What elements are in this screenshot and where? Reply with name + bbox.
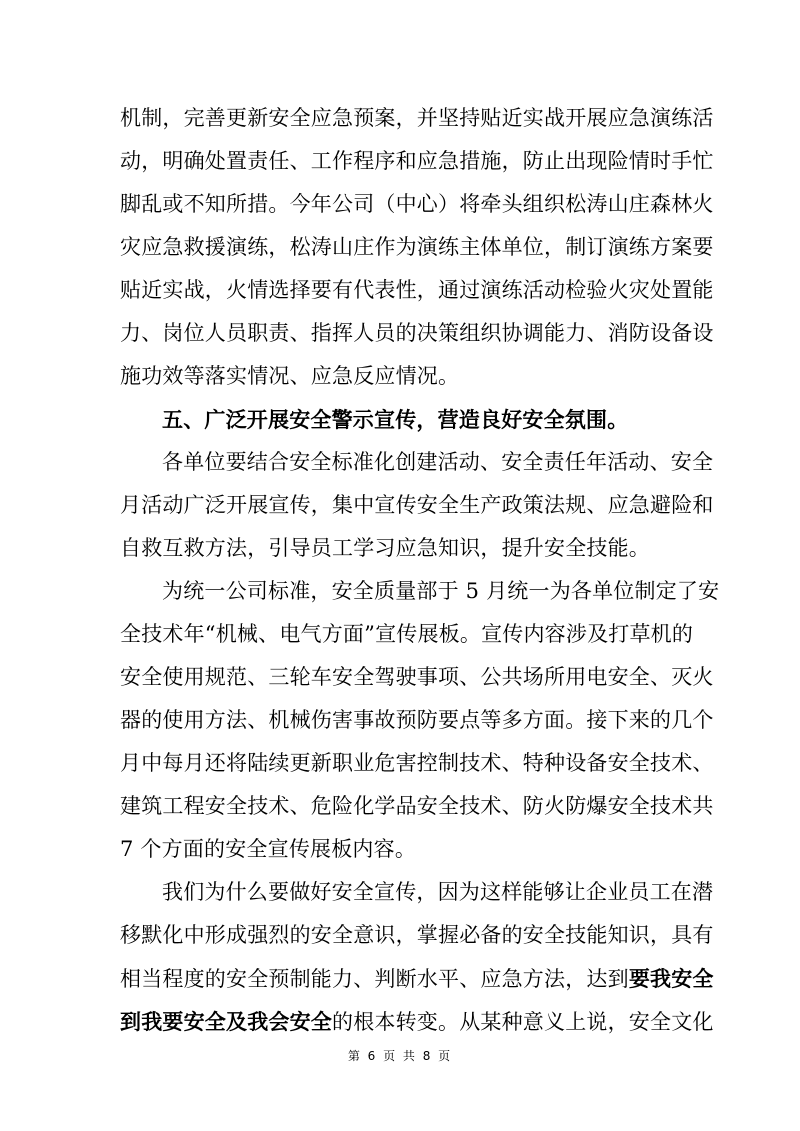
plain-text: 相当程度的安全预制能力、判断水平、应急方法，达到 <box>120 967 629 991</box>
section-heading: 五、广泛开展安全警示宣传，营造良好安全氛围。 <box>162 407 629 432</box>
paragraph-line: 力、岗位人员职责、指挥人员的决策组织协调能力、消防设备设 <box>120 321 714 345</box>
paragraph-line: 移默化中形成强烈的安全意识，掌握必备的安全技能知识，具有 <box>120 923 714 947</box>
emphasis-text: 要我安全 <box>628 966 714 991</box>
paragraph-line <box>120 1000 714 1043</box>
paragraph-line <box>120 957 714 1000</box>
paragraph-line: 自救互救方法，引导员工学习应急知识，提升安全技能。 <box>120 536 650 560</box>
paragraph-line: 脚乱或不知所措。今年公司（中心）将牵头组织松涛山庄森林火 <box>120 192 714 216</box>
paragraph-line: 7 个方面的安全宣传展板内容。 <box>120 837 417 861</box>
page-number-footer: 第 6 页 共 8 页 <box>347 1049 453 1063</box>
paragraph-line: 机制，完善更新安全应急预案，并坚持贴近实战开展应急演练活 <box>120 106 714 130</box>
emphasis-text: 到我要安全及我会安全 <box>120 1009 332 1034</box>
paragraph-line: 全技术年“机械、电气方面”宣传展板。宣传内容涉及打草机的 <box>120 622 694 646</box>
paragraph-line: 安全使用规范、三轮车安全驾驶事项、公共场所用电安全、灭火 <box>120 665 714 689</box>
paragraph-line: 建筑工程安全技术、危险化学品安全技术、防火防爆安全技术共 <box>120 794 714 818</box>
paragraph-line: 器的使用方法、机械伤害事故预防要点等多方面。接下来的几个 <box>120 708 714 732</box>
paragraph-line: 贴近实战，火情选择要有代表性，通过演练活动检验火灾处置能 <box>120 278 714 302</box>
paragraph-line: 月中每月还将陆续更新职业危害控制技术、特种设备安全技术、 <box>120 751 714 775</box>
paragraph-line: 动，明确处置责任、工作程序和应急措施，防止出现险情时手忙 <box>120 149 714 173</box>
body-text <box>120 97 720 1043</box>
paragraph-line: 各单位要结合安全标准化创建活动、安全责任年活动、安全 <box>162 450 714 474</box>
paragraph-line: 为统一公司标准，安全质量部于 5 月统一为各单位制定了安 <box>162 579 720 603</box>
plain-text: 的根本转变。从某种意义上说，安全文化 <box>332 1010 714 1034</box>
paragraph-line: 灾应急救援演练，松涛山庄作为演练主体单位，制订演练方案要 <box>120 235 714 259</box>
paragraph-line: 月活动广泛开展宣传，集中宣传安全生产政策法规、应急避险和 <box>120 493 714 517</box>
paragraph-line: 我们为什么要做好安全宣传，因为这样能够让企业员工在潜 <box>162 880 714 904</box>
paragraph-line: 施功效等落实情况、应急反应情况。 <box>120 364 460 388</box>
